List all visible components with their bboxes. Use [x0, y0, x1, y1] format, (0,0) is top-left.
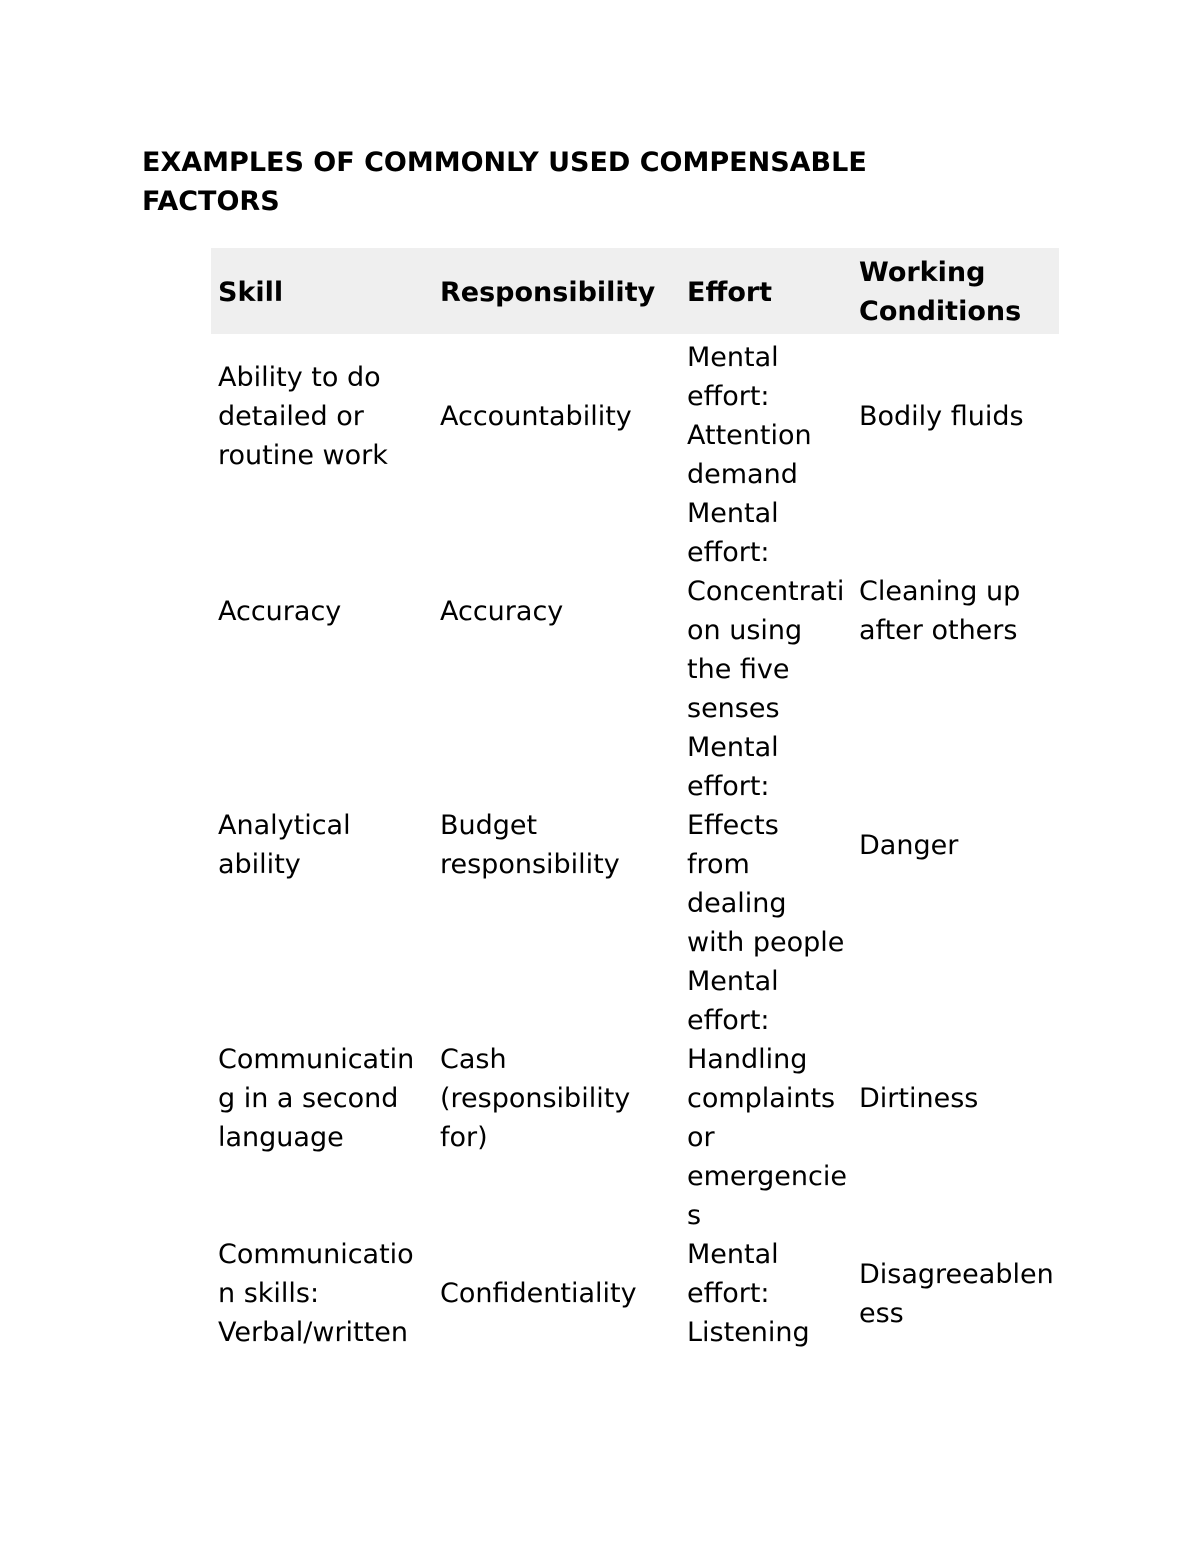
table-cell-working-conditions: Dirtiness [859, 1083, 979, 1114]
table-cell-responsibility: Cash (responsibility for) [440, 1044, 631, 1153]
table-cell-skill: Communication skills: Verbal/written [218, 1239, 414, 1348]
table-row [211, 334, 1059, 494]
column-header-working-conditions: Working Conditions [859, 257, 1022, 327]
column-header-skill: Skill [218, 276, 284, 308]
table-cell-effort: Mental effort: Listening [687, 1239, 810, 1348]
compensable-factors-table [211, 248, 1059, 1352]
column-header-effort: Effort [687, 276, 773, 308]
table-cell-responsibility: Accuracy [440, 595, 564, 627]
table-cell-responsibility: Accountability [440, 400, 632, 432]
table-cell-skill: Communicating in a second language [218, 1044, 415, 1153]
page-title: EXAMPLES OF COMMONLY USED COMPENSABLE FACTORS [142, 147, 867, 217]
table-cell-working-conditions: Disagreeableness [859, 1258, 1054, 1329]
table-row [211, 494, 1059, 728]
table-cell-working-conditions: Bodily fluids [859, 400, 1024, 432]
column-header-responsibility: Responsibility [440, 276, 656, 308]
table-header-row [211, 248, 1059, 334]
table-row [211, 1235, 1059, 1352]
table-cell-effort: Mental effort: Handling complaints or emergencies [687, 966, 847, 1231]
table-cell-skill: Ability to do detailed or routine work [218, 361, 388, 471]
table-cell-skill: Accuracy [218, 595, 342, 627]
table-cell-working-conditions: Cleaning up after others [859, 576, 1021, 646]
table-row [211, 728, 1059, 962]
table-cell-responsibility: Budget responsibility [440, 810, 620, 880]
table-cell-skill: Analytical ability [218, 810, 351, 880]
table-cell-effort: Mental effort: Concentration using the five senses [687, 498, 845, 724]
table-cell-effort: Mental effort: Attention demand [687, 342, 812, 490]
table-cell-responsibility: Confidentiality [440, 1278, 637, 1309]
table-cell-working-conditions: Danger [859, 829, 959, 861]
table-cell-effort: Mental effort: Effects from dealing with people [687, 732, 845, 958]
table-row [211, 962, 1059, 1235]
